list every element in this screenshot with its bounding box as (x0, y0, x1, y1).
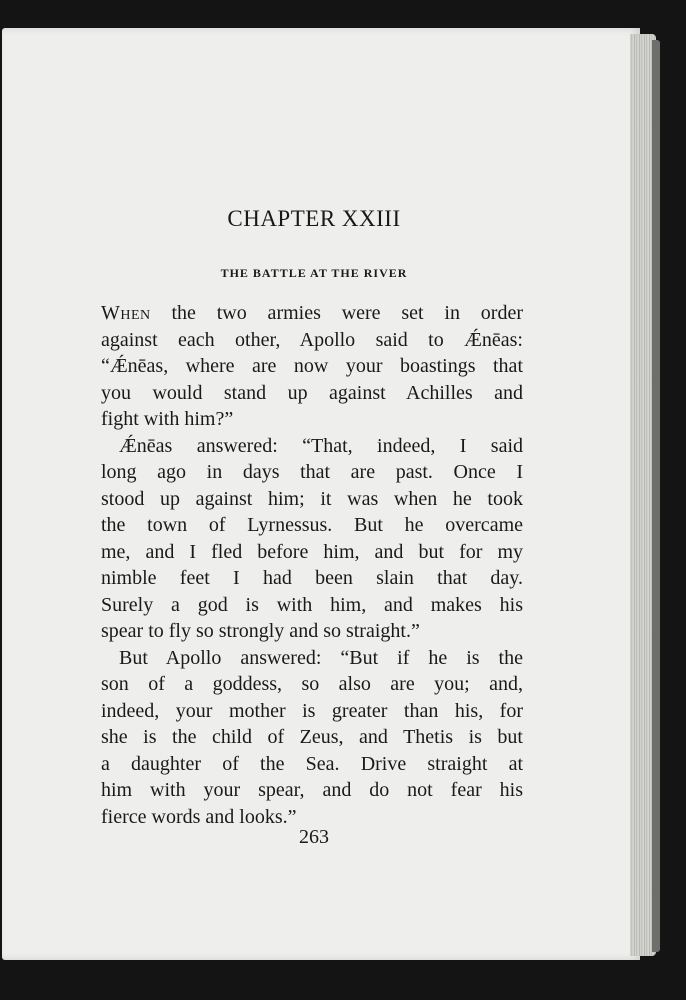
text-line: a daughter of the Sea. Drive straight at (101, 752, 523, 775)
text-line: stood up against him; it was when he took (101, 487, 523, 510)
page-edges-shadow (652, 40, 660, 952)
text-line: against each other, Apollo said to Ǽnēas: (101, 328, 523, 351)
page-number: 263 (299, 826, 329, 848)
text-line: spear to fly so strongly and so straight.” (101, 620, 420, 642)
text-line: she is the child of Zeus, and Thetis is but (101, 726, 523, 748)
text-line: Surely a god is with him, and makes his (101, 593, 523, 616)
text-line: “Ǽnēas, where are now your boastings that (101, 355, 523, 377)
text-line: But Apollo answered: “But if he is the (119, 646, 523, 669)
text-line: Ǽnēas answered: “That, indeed, I said (119, 434, 523, 457)
text-line: son of a goddess, so also are you; and, (101, 673, 523, 695)
text-line: nimble feet I had been slain that day. (101, 567, 523, 589)
section-title: THE BATTLE AT THE RIVER (220, 266, 408, 280)
drop-word: When (101, 302, 151, 324)
text-line: When the two armies were set in order (101, 302, 523, 324)
text-line: me, and I fled before him, and but for my (101, 540, 523, 563)
chapter-title: CHAPTER XXIII (227, 206, 401, 231)
text-line: him with your spear, and do not fear his (101, 779, 523, 801)
text-line: long ago in days that are past. Once I (101, 461, 523, 483)
text-line: the town of Lyrnessus. But he overcame (101, 514, 523, 536)
text-line: fierce words and looks.” (101, 805, 297, 828)
text-line: indeed, your mother is greater than his, for (101, 699, 523, 722)
text-line: you would stand up against Achilles and (101, 381, 523, 404)
body-text (101, 300, 523, 830)
text-line: fight with him?” (101, 408, 234, 430)
